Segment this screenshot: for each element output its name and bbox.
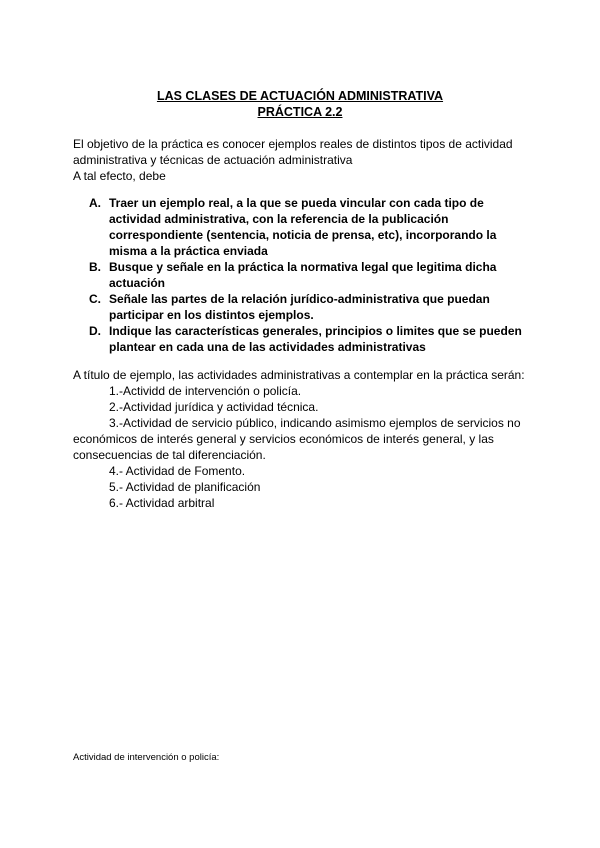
task-item xyxy=(73,195,531,259)
example-item: 2.-Actividad jurídica y actividad técnica. xyxy=(109,400,319,414)
task-item xyxy=(73,291,531,323)
title-line-2: PRÁCTICA 2.2 xyxy=(257,105,343,119)
example-item: 6.- Actividad arbitral xyxy=(109,496,215,510)
task-text: Indique las características generales, principios o limites que se pueden plantear en cada una de las actividades administrativas xyxy=(109,324,522,354)
intro-section xyxy=(73,136,533,184)
task-marker: C. xyxy=(89,292,101,306)
example-item: 3.-Actividad de servicio público, indicando asimismo ejemplos de servicios no económicos de interés general y servicios económicos de interés general, y las consecuencias de tal diferenciación. xyxy=(73,416,521,462)
title-line-1: LAS CLASES DE ACTUACIÓN ADMINISTRATIVA xyxy=(156,89,444,103)
example-item: 1.-Actividd de intervención o policía. xyxy=(109,384,302,398)
examples-intro: A título de ejemplo, las actividades administrativas a contemplar en la práctica serán: xyxy=(73,368,525,382)
task-text: Traer un ejemplo real, a la que se pueda vincular con cada tipo de actividad administrativa, con la referencia de la publicación correspondiente (sentencia, noticia de prensa, etc), incorporando la misma a la práctica enviada xyxy=(109,196,497,258)
document-title xyxy=(0,88,600,120)
task-item xyxy=(73,259,531,291)
intro-line-2: A tal efecto, debe xyxy=(73,169,166,183)
task-marker: A. xyxy=(89,196,101,210)
example-item: 5.- Actividad de planificación xyxy=(109,480,261,494)
examples-section xyxy=(73,367,531,511)
task-item xyxy=(73,323,531,355)
task-list xyxy=(73,195,531,355)
intro-paragraph: El objetivo de la práctica es conocer ejemplos reales de distintos tipos de actividad administrativa y técnicas de actuación administrativa xyxy=(73,137,513,167)
example-item: 4.- Actividad de Fomento. xyxy=(109,464,246,478)
task-text: Busque y señale en la práctica la normativa legal que legitima dicha actuación xyxy=(109,260,497,290)
footer-note: Actividad de intervención o policía: xyxy=(73,752,220,763)
task-marker: D. xyxy=(89,324,101,338)
task-marker: B. xyxy=(89,260,101,274)
task-text: Señale las partes de la relación jurídico-administrativa que puedan participar en los distintos ejemplos. xyxy=(109,292,490,322)
